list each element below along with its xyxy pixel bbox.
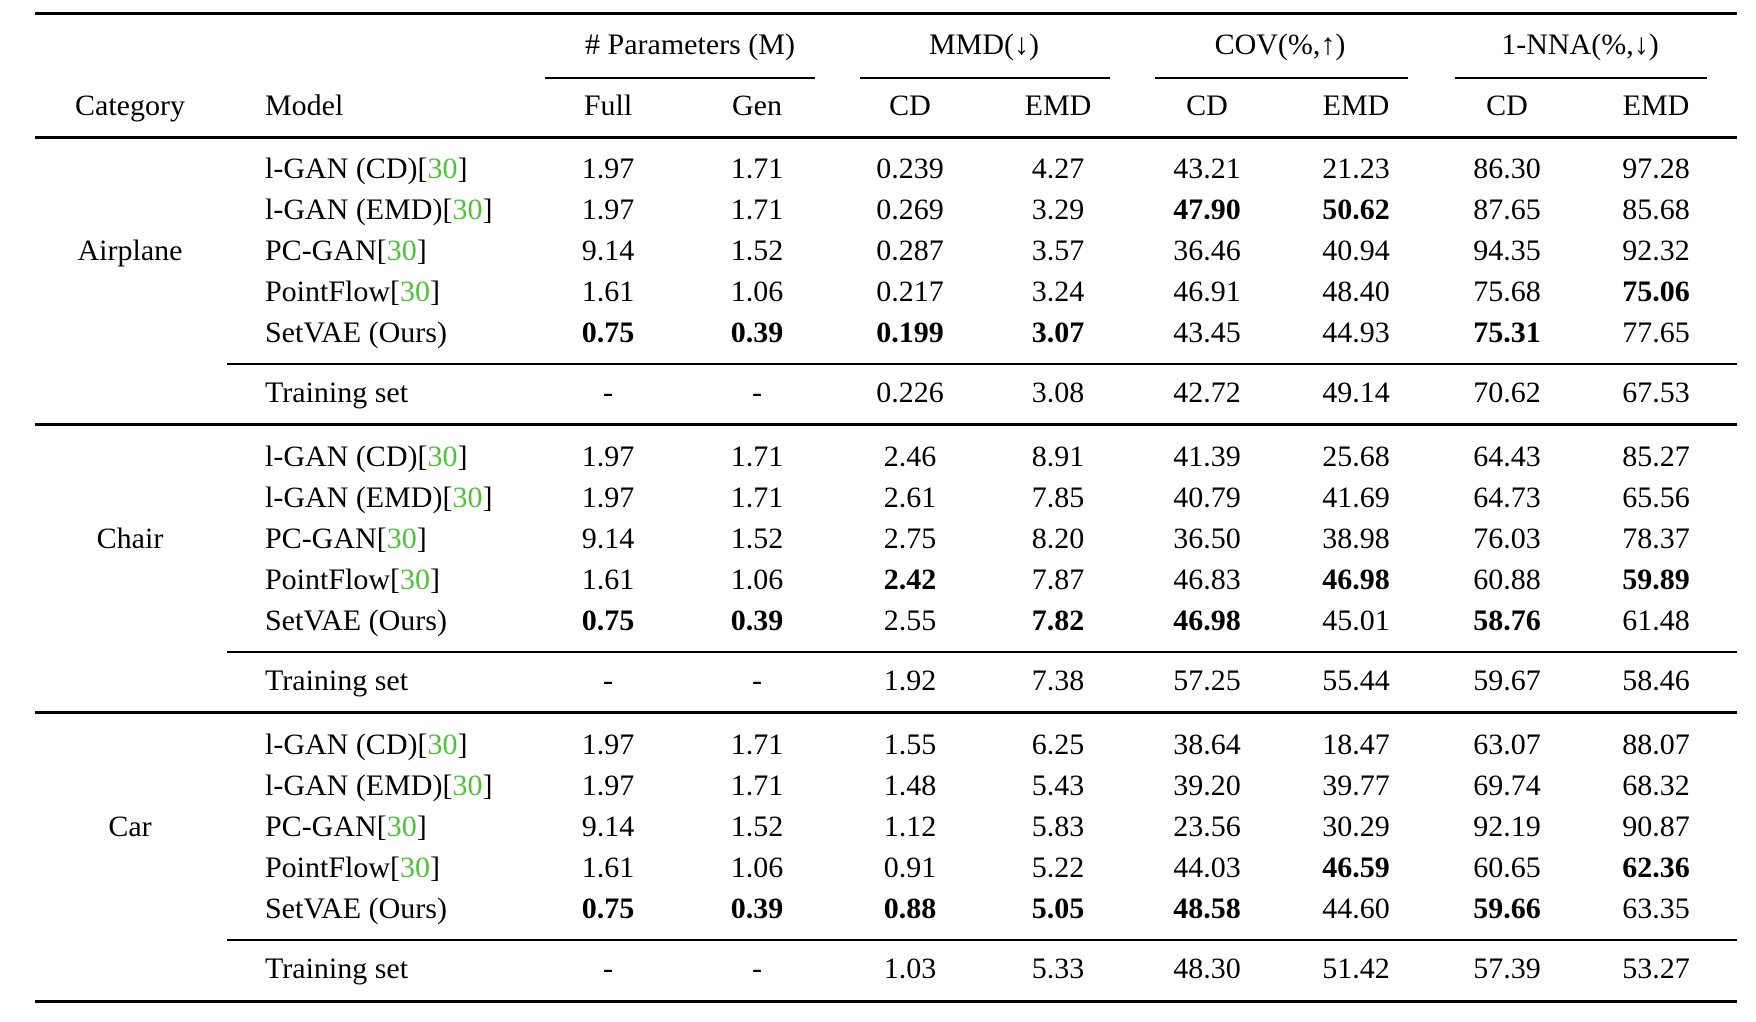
table-cell: 2.42 [883, 563, 937, 596]
table-cell: 46.59 [1322, 851, 1390, 884]
table-cell: 55.44 [1322, 664, 1390, 697]
subcol-header-8: EMD [1622, 89, 1690, 122]
table-cell: 92.19 [1473, 810, 1541, 843]
table-cell: 1.52 [730, 810, 784, 843]
citation-link[interactable]: 30 [400, 563, 431, 596]
table-cell: 75.68 [1473, 275, 1541, 308]
category-header: Category [75, 89, 185, 122]
table-cell: 9.14 [581, 234, 635, 267]
table-cell: 1.97 [581, 152, 635, 185]
model-label: SetVAE (Ours) [265, 892, 447, 925]
table-cell: 97.28 [1622, 152, 1690, 185]
table-cell: 21.23 [1322, 152, 1390, 185]
table-cell: 0.239 [876, 152, 944, 185]
table-cell: 1.48 [883, 769, 937, 802]
table-cell: 94.35 [1473, 234, 1541, 267]
table-cell: 0.75 [581, 604, 635, 637]
table-cell: 1.71 [730, 440, 784, 473]
table-cell: 44.60 [1322, 892, 1390, 925]
table-cell: 25.68 [1322, 440, 1390, 473]
category-car: Car [108, 810, 152, 843]
model-name: l-GAN (CD)[30] [265, 152, 468, 185]
table-cell: 18.47 [1322, 728, 1390, 761]
table-cell: 38.98 [1322, 522, 1390, 555]
table-cell: 1.92 [883, 664, 937, 697]
table-cell: 36.46 [1173, 234, 1241, 267]
table-cell: - [752, 664, 762, 697]
training-set-rule [227, 939, 1737, 941]
table-cell: 7.85 [1031, 481, 1085, 514]
table-cell: 67.53 [1622, 376, 1690, 409]
model-label: l-GAN (CD) [265, 440, 418, 473]
training-set-label: Training set [265, 664, 409, 697]
model-name: PointFlow[30] [265, 851, 441, 884]
table-cell: 0.269 [876, 193, 944, 226]
citation-link[interactable]: 30 [427, 152, 458, 185]
table-cell: 48.30 [1173, 952, 1241, 985]
table-cell: 0.217 [876, 275, 944, 308]
citation-link[interactable]: 30 [386, 234, 417, 267]
table-cell: 64.73 [1473, 481, 1541, 514]
table-cell: 65.56 [1622, 481, 1690, 514]
table-cell: 1.06 [730, 851, 784, 884]
model-name: PC-GAN[30] [265, 234, 427, 267]
group-header-1: # Parameters (M) [585, 28, 795, 61]
table-cell: 1.52 [730, 522, 784, 555]
section-rule [35, 423, 1737, 426]
model-label: SetVAE (Ours) [265, 604, 447, 637]
table-cell: 46.83 [1173, 563, 1241, 596]
table-cell: 5.83 [1031, 810, 1085, 843]
model-label: l-GAN (CD) [265, 728, 418, 761]
citation-link[interactable]: 30 [386, 522, 417, 555]
table-cell: 5.43 [1031, 769, 1085, 802]
table-cell: 1.61 [581, 275, 635, 308]
table-cell: 46.98 [1173, 604, 1241, 637]
table-cell: 39.20 [1173, 769, 1241, 802]
table-cell: 1.61 [581, 851, 635, 884]
table-cell: 1.52 [730, 234, 784, 267]
table-cell: 43.21 [1173, 152, 1241, 185]
model-name [265, 603, 447, 639]
citation-link[interactable]: 30 [386, 810, 417, 843]
model-name: PointFlow[30] [265, 275, 441, 308]
table-cell: 3.24 [1031, 275, 1085, 308]
citation-link[interactable]: 30 [452, 481, 483, 514]
model-label: l-GAN (CD) [265, 152, 418, 185]
table-cell: 0.39 [730, 316, 784, 349]
table-cell: 69.74 [1473, 769, 1541, 802]
table-cell: 77.65 [1622, 316, 1690, 349]
section-rule [35, 711, 1737, 714]
model-name: l-GAN (CD)[30] [265, 728, 468, 761]
table-cell: 47.90 [1173, 193, 1241, 226]
table-cell: - [603, 376, 613, 409]
model-name: l-GAN (EMD)[30] [265, 769, 493, 802]
table-cell: - [752, 952, 762, 985]
table-cell: 48.58 [1173, 892, 1241, 925]
citation-link[interactable]: 30 [452, 193, 483, 226]
table-cell: 59.89 [1622, 563, 1690, 596]
group-header-2: MMD(↓) [929, 28, 1039, 61]
table-cell: 3.08 [1031, 376, 1085, 409]
table-cell: 75.06 [1622, 275, 1690, 308]
table-cell: 41.69 [1322, 481, 1390, 514]
table-cell: 60.65 [1473, 851, 1541, 884]
subcol-header-4: EMD [1024, 89, 1092, 122]
table-cell: 42.72 [1173, 376, 1241, 409]
table-cell: 3.29 [1031, 193, 1085, 226]
table-cell: 8.20 [1031, 522, 1085, 555]
group-header-3: COV(%,↑) [1214, 28, 1346, 61]
table-cell: 5.33 [1031, 952, 1085, 985]
subcol-header-5: CD [1186, 89, 1228, 122]
table-cell: 3.07 [1031, 316, 1085, 349]
table-cell: 46.91 [1173, 275, 1241, 308]
table-cell: 53.27 [1622, 952, 1690, 985]
table-cell: 1.71 [730, 152, 784, 185]
table-cell: 0.199 [876, 316, 944, 349]
model-name [265, 891, 447, 927]
table-cell: 7.82 [1031, 604, 1085, 637]
table-cell: 41.39 [1173, 440, 1241, 473]
group-underline-3 [1155, 77, 1408, 79]
table-cell: 2.46 [883, 440, 937, 473]
table-cell: 5.05 [1031, 892, 1085, 925]
table-cell: 0.75 [581, 316, 635, 349]
table-cell: 1.97 [581, 728, 635, 761]
table-cell: 36.50 [1173, 522, 1241, 555]
model-label: PointFlow [265, 275, 391, 308]
table-cell: 62.36 [1622, 851, 1690, 884]
category-chair: Chair [96, 522, 164, 555]
table-cell: 57.39 [1473, 952, 1541, 985]
table-cell: 1.06 [730, 563, 784, 596]
table-cell: - [603, 952, 613, 985]
subcol-header-1: Full [583, 89, 633, 122]
table-cell: 58.76 [1473, 604, 1541, 637]
table-cell: 59.67 [1473, 664, 1541, 697]
table-cell: 43.45 [1173, 316, 1241, 349]
model-name: l-GAN (CD)[30] [265, 440, 468, 473]
table-cell: 59.66 [1473, 892, 1541, 925]
model-header: Model [265, 89, 344, 122]
table-cell: 85.68 [1622, 193, 1690, 226]
citation-link[interactable]: 30 [427, 728, 458, 761]
table-cell: 40.79 [1173, 481, 1241, 514]
table-cell: 90.87 [1622, 810, 1690, 843]
table-cell: 0.226 [876, 376, 944, 409]
table-cell: 60.88 [1473, 563, 1541, 596]
table-cell: 4.27 [1031, 152, 1085, 185]
bottom-rule [35, 1000, 1737, 1003]
model-label: PC-GAN [265, 234, 377, 267]
subcol-header-7: CD [1486, 89, 1528, 122]
table-cell: 1.12 [883, 810, 937, 843]
training-set-label: Training set [265, 952, 409, 985]
table-cell: 1.71 [730, 481, 784, 514]
table-cell: 0.88 [883, 892, 937, 925]
training-set-rule [227, 363, 1737, 365]
table-cell: 49.14 [1322, 376, 1390, 409]
table-cell: 1.97 [581, 481, 635, 514]
table-cell: 70.62 [1473, 376, 1541, 409]
model-label: l-GAN (EMD) [265, 193, 443, 226]
table-cell: 48.40 [1322, 275, 1390, 308]
citation-link[interactable]: 30 [400, 851, 431, 884]
category-airplane: Airplane [77, 234, 183, 267]
subcol-header-2: Gen [732, 89, 782, 122]
table-cell: 51.42 [1322, 952, 1390, 985]
top-rule [35, 12, 1737, 15]
table-cell: 2.61 [883, 481, 937, 514]
citation-link[interactable]: 30 [400, 275, 431, 308]
model-label: PointFlow [265, 563, 391, 596]
model-label: l-GAN (EMD) [265, 769, 443, 802]
model-label: SetVAE (Ours) [265, 316, 447, 349]
model-label: l-GAN (EMD) [265, 481, 443, 514]
table-cell: 3.57 [1031, 234, 1085, 267]
table-cell: 0.39 [730, 604, 784, 637]
table-cell: 1.71 [730, 769, 784, 802]
table-cell: 1.03 [883, 952, 937, 985]
model-name [265, 315, 447, 351]
table-cell: 23.56 [1173, 810, 1241, 843]
table-cell: 2.55 [883, 604, 937, 637]
training-set-label: Training set [265, 376, 409, 409]
table-cell: 63.07 [1473, 728, 1541, 761]
table-cell: 1.71 [730, 193, 784, 226]
table-cell: 63.35 [1622, 892, 1690, 925]
table-cell: 1.55 [883, 728, 937, 761]
model-name: l-GAN (EMD)[30] [265, 193, 493, 226]
table-cell: 75.31 [1473, 316, 1541, 349]
table-cell: 68.32 [1622, 769, 1690, 802]
model-name: PC-GAN[30] [265, 522, 427, 555]
table-cell: 0.75 [581, 892, 635, 925]
table-cell: 1.06 [730, 275, 784, 308]
table-cell: 85.27 [1622, 440, 1690, 473]
table-cell: 2.75 [883, 522, 937, 555]
table-cell: 5.22 [1031, 851, 1085, 884]
subcol-header-3: CD [889, 89, 931, 122]
table-cell: - [603, 664, 613, 697]
table-cell: 1.71 [730, 728, 784, 761]
table-cell: 64.43 [1473, 440, 1541, 473]
table-cell: 7.87 [1031, 563, 1085, 596]
table-cell: 78.37 [1622, 522, 1690, 555]
table-cell: 45.01 [1322, 604, 1390, 637]
model-label: PC-GAN [265, 810, 377, 843]
table-cell: 44.93 [1322, 316, 1390, 349]
model-name: l-GAN (EMD)[30] [265, 481, 493, 514]
table-cell: 9.14 [581, 810, 635, 843]
table-cell: 1.61 [581, 563, 635, 596]
table-cell: 1.97 [581, 193, 635, 226]
table-cell: 87.65 [1473, 193, 1541, 226]
table-cell: 50.62 [1322, 193, 1390, 226]
group-header-4: 1-NNA(%,↓) [1501, 28, 1659, 61]
citation-link[interactable]: 30 [427, 440, 458, 473]
table-cell: 1.97 [581, 440, 635, 473]
table-cell: 30.29 [1322, 810, 1390, 843]
group-underline-2 [860, 77, 1110, 79]
table-cell: 44.03 [1173, 851, 1241, 884]
table-cell: 38.64 [1173, 728, 1241, 761]
table-cell: 86.30 [1473, 152, 1541, 185]
header-bottom-rule [35, 136, 1737, 139]
table-cell: 7.38 [1031, 664, 1085, 697]
table-cell: 0.39 [730, 892, 784, 925]
table-cell: - [752, 376, 762, 409]
table-cell: 92.32 [1622, 234, 1690, 267]
table-cell: 39.77 [1322, 769, 1390, 802]
table-cell: 6.25 [1031, 728, 1085, 761]
table-cell: 8.91 [1031, 440, 1085, 473]
table-cell: 58.46 [1622, 664, 1690, 697]
table-cell: 9.14 [581, 522, 635, 555]
model-label: PC-GAN [265, 522, 377, 555]
model-name: PC-GAN[30] [265, 810, 427, 843]
table-cell: 40.94 [1322, 234, 1390, 267]
table-cell: 1.97 [581, 769, 635, 802]
table-cell: 0.91 [883, 851, 937, 884]
model-label: PointFlow [265, 851, 391, 884]
subcol-header-6: EMD [1322, 89, 1390, 122]
table-cell: 46.98 [1322, 563, 1390, 596]
table-cell: 0.287 [876, 234, 944, 267]
group-underline-1 [545, 77, 815, 79]
table-cell: 57.25 [1173, 664, 1241, 697]
model-name: PointFlow[30] [265, 563, 441, 596]
table-cell: 88.07 [1622, 728, 1690, 761]
table-cell: 61.48 [1622, 604, 1690, 637]
group-underline-4 [1455, 77, 1707, 79]
citation-link[interactable]: 30 [452, 769, 483, 802]
table-cell: 76.03 [1473, 522, 1541, 555]
training-set-rule [227, 651, 1737, 653]
